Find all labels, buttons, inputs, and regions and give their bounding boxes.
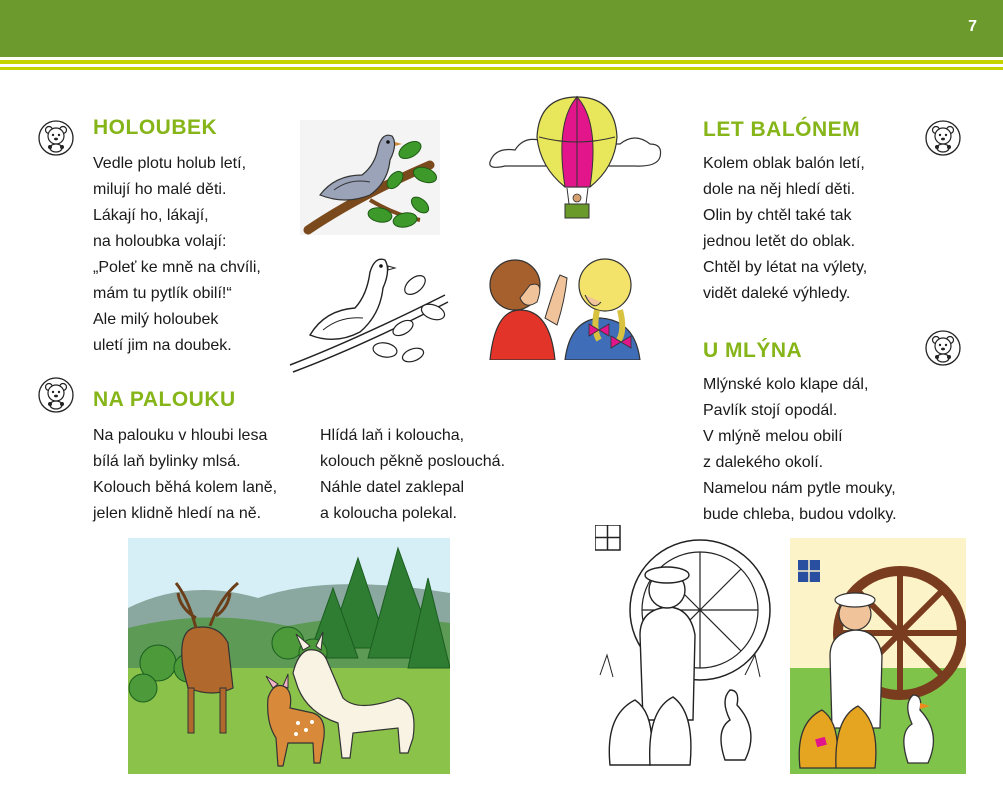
poem-title-let-balonem: LET BALÓNEM	[703, 118, 861, 141]
poem-title-na-palouku: NA PALOUKU	[93, 388, 236, 411]
poem-na-palouku-verse-right	[320, 423, 505, 527]
poem-holoubek-verse	[93, 151, 261, 359]
poem-u-mlyna-verse	[703, 372, 897, 528]
verse-line: Pavlík stojí opodál.	[703, 402, 838, 419]
verse-line: a koloucha polekal.	[320, 505, 457, 522]
verse-line: jelen klidně hledí na ně.	[93, 505, 262, 522]
verse-line: Ale milý holoubek	[93, 311, 219, 328]
teddy-bear-icon	[38, 377, 74, 413]
verse-line: Kolem oblak balón letí,	[703, 155, 865, 172]
poem-let-balonem-verse	[703, 151, 867, 307]
teddy-bear-icon	[925, 120, 961, 156]
verse-line: vidět daleké výhledy.	[703, 285, 851, 302]
poem-na-palouku-verse-left	[93, 423, 277, 527]
pigeon-coloring-outline	[285, 250, 455, 375]
verse-line: „Poleť ke mně na chvíli,	[93, 259, 261, 276]
verse-line: uletí jim na doubek.	[93, 337, 232, 354]
verse-line: bílá laň bylinky mlsá.	[93, 453, 241, 470]
teddy-bear-icon	[38, 120, 74, 156]
verse-line: Chtěl by létat na výlety,	[703, 259, 868, 276]
verse-line: na holoubka volají:	[93, 233, 227, 250]
verse-line: bude chleba, budou vdolky.	[703, 506, 897, 523]
page-header-bar	[0, 0, 1003, 57]
mill-color-illustration	[790, 538, 966, 774]
verse-line: jednou letět do oblak.	[703, 233, 856, 250]
verse-line: V mlýně melou obilí	[703, 428, 843, 445]
hot-air-balloon-illustration	[485, 92, 665, 232]
verse-line: Kolouch běhá kolem laně,	[93, 479, 278, 496]
verse-line: Náhle datel zaklepal	[320, 479, 465, 496]
verse-line: Hlídá laň i koloucha,	[320, 427, 465, 444]
verse-line: Lákají ho, lákají,	[93, 207, 209, 224]
mill-coloring-outline	[595, 525, 785, 775]
poem-title-u-mlyna: U MLÝNA	[703, 339, 803, 362]
verse-line: dole na něj hledí děti.	[703, 181, 856, 198]
header-stripe-bottom	[0, 67, 1003, 70]
pigeon-color-illustration	[300, 120, 440, 235]
verse-line: Mlýnské kolo klape dál,	[703, 376, 869, 393]
verse-line: Olin by chtěl také tak	[703, 207, 852, 224]
teddy-bear-icon	[925, 330, 961, 366]
verse-line: Vedle plotu holub letí,	[93, 155, 247, 172]
verse-line: kolouch pěkně poslouchá.	[320, 453, 506, 470]
deer-in-forest-illustration	[128, 538, 450, 774]
children-looking-up-illustration	[475, 240, 650, 360]
verse-line: Na palouku v hloubi lesa	[93, 427, 268, 444]
page-number: 7	[968, 18, 977, 35]
verse-line: milují ho malé děti.	[93, 181, 227, 198]
verse-line: z dalekého okolí.	[703, 454, 824, 471]
verse-line: Namelou nám pytle mouky,	[703, 480, 896, 497]
verse-line: mám tu pytlík obilí!“	[93, 285, 232, 302]
header-stripe-top	[0, 60, 1003, 64]
poem-title-holoubek: HOLOUBEK	[93, 116, 218, 139]
